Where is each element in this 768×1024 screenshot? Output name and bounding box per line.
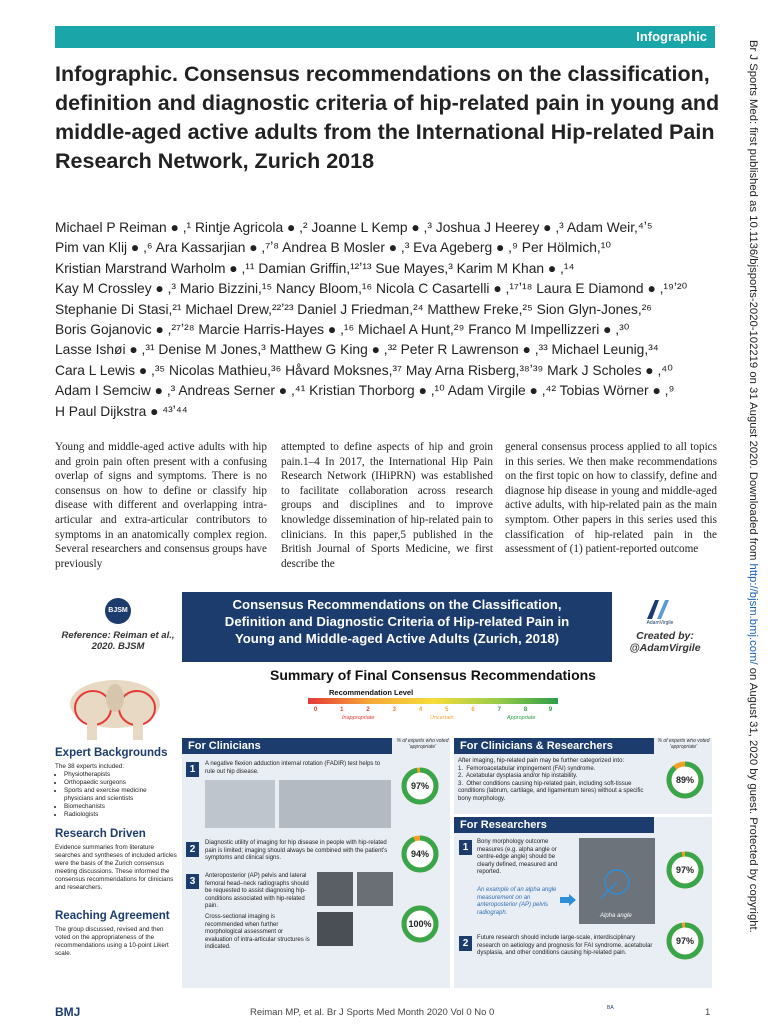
cr-intro: After imaging, hip-related pain may be further categorized into: — [458, 758, 625, 764]
author-line: Pim van Klij ● ,⁶ Ara Kassarjian ● ,⁷ʼ⁸ Andrea B Mosler ● ,³ Eva Ageberg ● ,⁹ Per Hölmich,¹⁰ — [55, 240, 611, 256]
author-line: Stephanie Di Stasi,²¹ Michael Drew,²²ʼ²³ Daniel J Friedman,²⁴ Matthew Freke,²⁵ Sion Glyn-Jones,²⁶ — [55, 301, 652, 317]
percent-label: 97% — [675, 865, 694, 875]
percent-label: 97% — [410, 781, 429, 791]
bjsm-logo: BJSM — [105, 598, 131, 624]
infographic — [55, 592, 715, 992]
scale-label-inappropriate: Inappropriate — [342, 715, 375, 721]
scale-number: 8 — [523, 707, 528, 713]
clinicians-item-2: Diagnostic utility of imaging for hip disease in people with hip-related pain is limited; imaging should always be combined with the patient's symptoms and clinical signs. — [205, 840, 388, 861]
researchers-item-1: Bony morphology outcome measures (e.g. alpha angle or centre-edge angle) should be clearly defined, measured and reported. — [477, 839, 558, 875]
author-line: H Paul Dijkstra ● ⁴³ʼ⁴⁴ — [55, 403, 188, 419]
clinicians-item-number-2: 2 — [186, 842, 199, 857]
av-logo-text: AdamVirgile — [646, 620, 674, 626]
section-tag: Infographic — [636, 29, 707, 44]
researchers-item-number-1: 1 — [459, 840, 472, 855]
list-item: • Biomechanists — [64, 803, 177, 811]
clinicians-item-number-3: 3 — [186, 874, 199, 889]
clinicians-item-3: Anteroposterior (AP) pelvis and lateral femoral head–neck radiographs should be requested to assist diagnosing hip-conditions associated with hip-related pain. — [205, 873, 309, 909]
scale-label-appropriate: Appropriate — [507, 715, 536, 721]
researchers-title: For Researchers — [454, 817, 654, 833]
banner-line: Young and Middle-aged Active Adults (Zurich, 2018) — [234, 631, 560, 646]
list-item: • Radiologists — [64, 811, 177, 819]
footer-citation: Reiman MP, et al. Br J Sports Med Month 2020 Vol 0 No 0 — [250, 1007, 495, 1018]
mri-image-1 — [317, 912, 353, 946]
scale-number: 7 — [497, 707, 501, 713]
bao-logo: BA — [607, 1005, 614, 1011]
cr-pct-header: % of experts who voted 'appropriate' — [657, 738, 710, 750]
author-line: Cara L Lewis ● ,³⁵ Nicolas Mathieu,³⁶ Håvard Moksnes,³⁷ May Arna Risberg,³⁸ʼ³⁹ Mark J Scholes ● ,⁴⁰ — [55, 362, 673, 378]
page-number: 1 — [705, 1007, 711, 1018]
section-tag-bar — [55, 26, 715, 48]
reference-label: Reference: Reiman et al., 2020. BJSM — [61, 630, 175, 652]
cr-item: Other conditions causing hip-related pain, including soft-tissue conditions (labrum, cartilage, and ligamentum teres) without a specific bony morphology. — [458, 780, 644, 802]
list-item: 1. Femoroacetabular impingement (FAI) syndrome. — [458, 765, 596, 772]
list-item: • Orthopaedic surgeons — [64, 779, 177, 787]
scale-number: 1 — [340, 707, 344, 713]
xray-image-2 — [357, 872, 393, 906]
side-link[interactable]: http://bjsm.bmj.com/ — [747, 563, 759, 665]
expert-backgrounds-title: Expert Backgrounds — [55, 747, 168, 759]
author-line: Boris Gojanovic ● ,²⁷ʼ²⁸ Marcie Harris-Hayes ● ,¹⁶ Michael A Hunt,²⁹ Franco M Impellizzeri ● ,³⁰ — [55, 322, 630, 338]
body-column-1: Young and middle-aged active adults with hip and groin pain often present with a confusing overlap of signs and symptoms. There is no consensus on how to define or classify hip disease with different and overlapping intra-articular and extra-articular contributors to symptoms in an anatomically complex region. Several researchers and consensus groups have previously — [55, 441, 267, 570]
alpha-angle-label: Alpha angle — [600, 913, 632, 919]
author-line: Lasse Ishøi ● ,³¹ Denise M Jones,³ Matthew G King ● ,³² Peter R Lawrenson ● ,³³ Michael Leunig,³⁴ — [55, 342, 659, 358]
alpha-angle-caption: An example of an alpha angle measurement on an anteroposterior (AP) pelvis radiograph. — [477, 887, 557, 916]
scale-number: 9 — [548, 707, 553, 713]
summary-title: Summary of Final Consensus Recommendations — [270, 667, 596, 683]
body-column-3: general consensus process applied to all topics in this series. We then make recommendations on the first topic on how to classify, define and diagnose hip disease in young and middle-aged active adults, with hip-related pain as the main symptom. Other papers in this series used this classification of hip-related pain in the assessment of (1) patient-reported outcome — [505, 441, 717, 556]
scale-number: 5 — [445, 707, 449, 713]
scale-number: 6 — [471, 707, 475, 713]
scale-number: 3 — [392, 707, 396, 713]
recommendation-scale-bar — [308, 698, 558, 704]
list-item: • Physiotherapists — [64, 771, 177, 779]
percent-label: 100% — [408, 919, 432, 929]
list-item: 2. Acetabular dysplasia and/or hip instability. — [458, 773, 578, 779]
cr-item: Acetabular dysplasia and/or hip instability. — [466, 773, 578, 779]
percent-label: 94% — [410, 849, 429, 859]
cr-body — [458, 758, 658, 803]
author-line: Kay M Crossley ● ,³ Mario Bizzini,¹⁵ Nancy Bloom,¹⁶ Nicola C Casartelli ● ,¹⁷ʼ¹⁸ Laura E Diamond ● ,¹⁹ʼ²⁰ — [55, 281, 688, 297]
researchers-item-2: Future research should include large-scale, interdisciplinary research on aetiology and prognosis for FAI syndrome, acetabular dysplasia, and other conditions causing hip-related pain. — [477, 935, 653, 956]
xray-image-1 — [317, 872, 353, 906]
banner-line: Consensus Recommendations on the Classification, — [232, 597, 562, 612]
article-title: Infographic. Consensus recommendations on the classification, definition and diagnostic criteria of hip-related pain in young and middle-aged active adults from the International Hip-related Pain Research Network, Zurich 2018 — [55, 62, 720, 173]
author-line: Kristian Marstrand Warholm ● ,¹¹ Damian Griffin,¹²ʼ¹³ Sue Mayes,³ Karim M Khan ● ,¹⁴ — [55, 260, 575, 276]
research-driven-title: Research Driven — [55, 828, 146, 840]
scale-number: 2 — [366, 707, 370, 713]
body-column-2: attempted to define aspects of hip and groin pain.1–4 In 2017, the International Hip Pain Research Network (IHiPRN) was established to facilitate collaboration across research groups and disciplines and to improve knowledge dissemination of hip-related pain to clinicians. In this paper,5 published in the British Journal of Sports Medicine, we first describe the — [281, 441, 493, 570]
researchers-item-number-2: 2 — [459, 936, 472, 951]
side-suffix: on August 31, 2020 by guest. Protected by copyright. — [747, 664, 759, 933]
created-by: Created by: @AdamVirgile — [629, 630, 701, 654]
list-item: • Sports and exercise medicine physicians and scientists — [64, 787, 177, 803]
clinicians-pct-header: % of experts who voted 'appropriate' — [396, 738, 449, 750]
alpha-angle-marker-icon — [595, 862, 635, 902]
reaching-agreement-title: Reaching Agreement — [55, 910, 170, 922]
percent-label: 97% — [675, 936, 694, 946]
scale-number: 4 — [418, 707, 423, 713]
fadir-photo-2 — [279, 780, 391, 828]
author-list — [55, 218, 715, 422]
recommendation-level-label: Recommendation Level — [329, 688, 414, 697]
author-line: Adam I Semciw ● ,³ Andreas Serner ● ,⁴¹ Kristian Thorborg ● ,¹⁰ Adam Virgile ● ,⁴² Tobias Wörner ● ,⁹ — [55, 383, 675, 399]
side-download-notice — [740, 40, 766, 960]
fadir-photo-1 — [205, 780, 275, 828]
clinicians-item-3b: Cross-sectional imaging is recommended when further morphological assessment or evaluation of intra-articular structures is indicated. — [205, 914, 310, 950]
clinicians-item-number-1: 1 — [186, 762, 199, 777]
clinicians-researchers-title: For Clinicians & Researchers — [454, 738, 654, 754]
av-logo-icon — [645, 598, 671, 620]
bmj-logo: BMJ — [55, 1005, 81, 1019]
clinicians-title: For Clinicians — [182, 738, 392, 754]
author-line: Michael P Reiman ● ,¹ Rintje Agricola ● ,² Joanne L Kemp ● ,³ Joshua J Heerey ● ,³ Adam Weir,⁴ʼ⁵ — [55, 220, 653, 235]
side-prefix: Br J Sports Med: first published as 10.1136/bjsports-2020-102219 on 31 August 2020. Downloaded from — [747, 40, 759, 564]
infographic-banner — [182, 592, 612, 662]
cr-item: Femoroacetabular impingement (FAI) syndrome. — [466, 765, 596, 772]
list-item: 3. Other conditions causing hip-related pain, including soft-tissue conditions (labrum, cartilage, and ligamentum teres) without a specific bony morphology. — [458, 780, 644, 802]
expert-intro: The 38 experts included: — [55, 763, 124, 770]
percent-label: 89% — [675, 775, 694, 785]
scale-label-uncertain: Uncertain — [430, 715, 454, 721]
clinicians-item-1: A negative flexion adduction internal rotation (FADIR) test helps to rule out hip disease. — [205, 761, 381, 775]
arrow-right-icon — [560, 894, 576, 906]
expert-backgrounds-body — [55, 763, 177, 819]
research-driven-body: Evidence summaries from literature searches and syntheses of included articles were the basis of the Zurich consensus meeting discussions. These informed the consensus recommendations for clinicians and researchers. — [55, 844, 177, 891]
scale-number: 0 — [313, 707, 318, 713]
reaching-agreement-body: The group discussed, revised and then voted on the appropriateness of the recommendations using a 10-point Likert scale. — [55, 926, 169, 957]
pelvis-illustration — [65, 668, 165, 740]
banner-line: Definition and Diagnostic Criteria of Hip-related Pain in — [224, 614, 570, 629]
